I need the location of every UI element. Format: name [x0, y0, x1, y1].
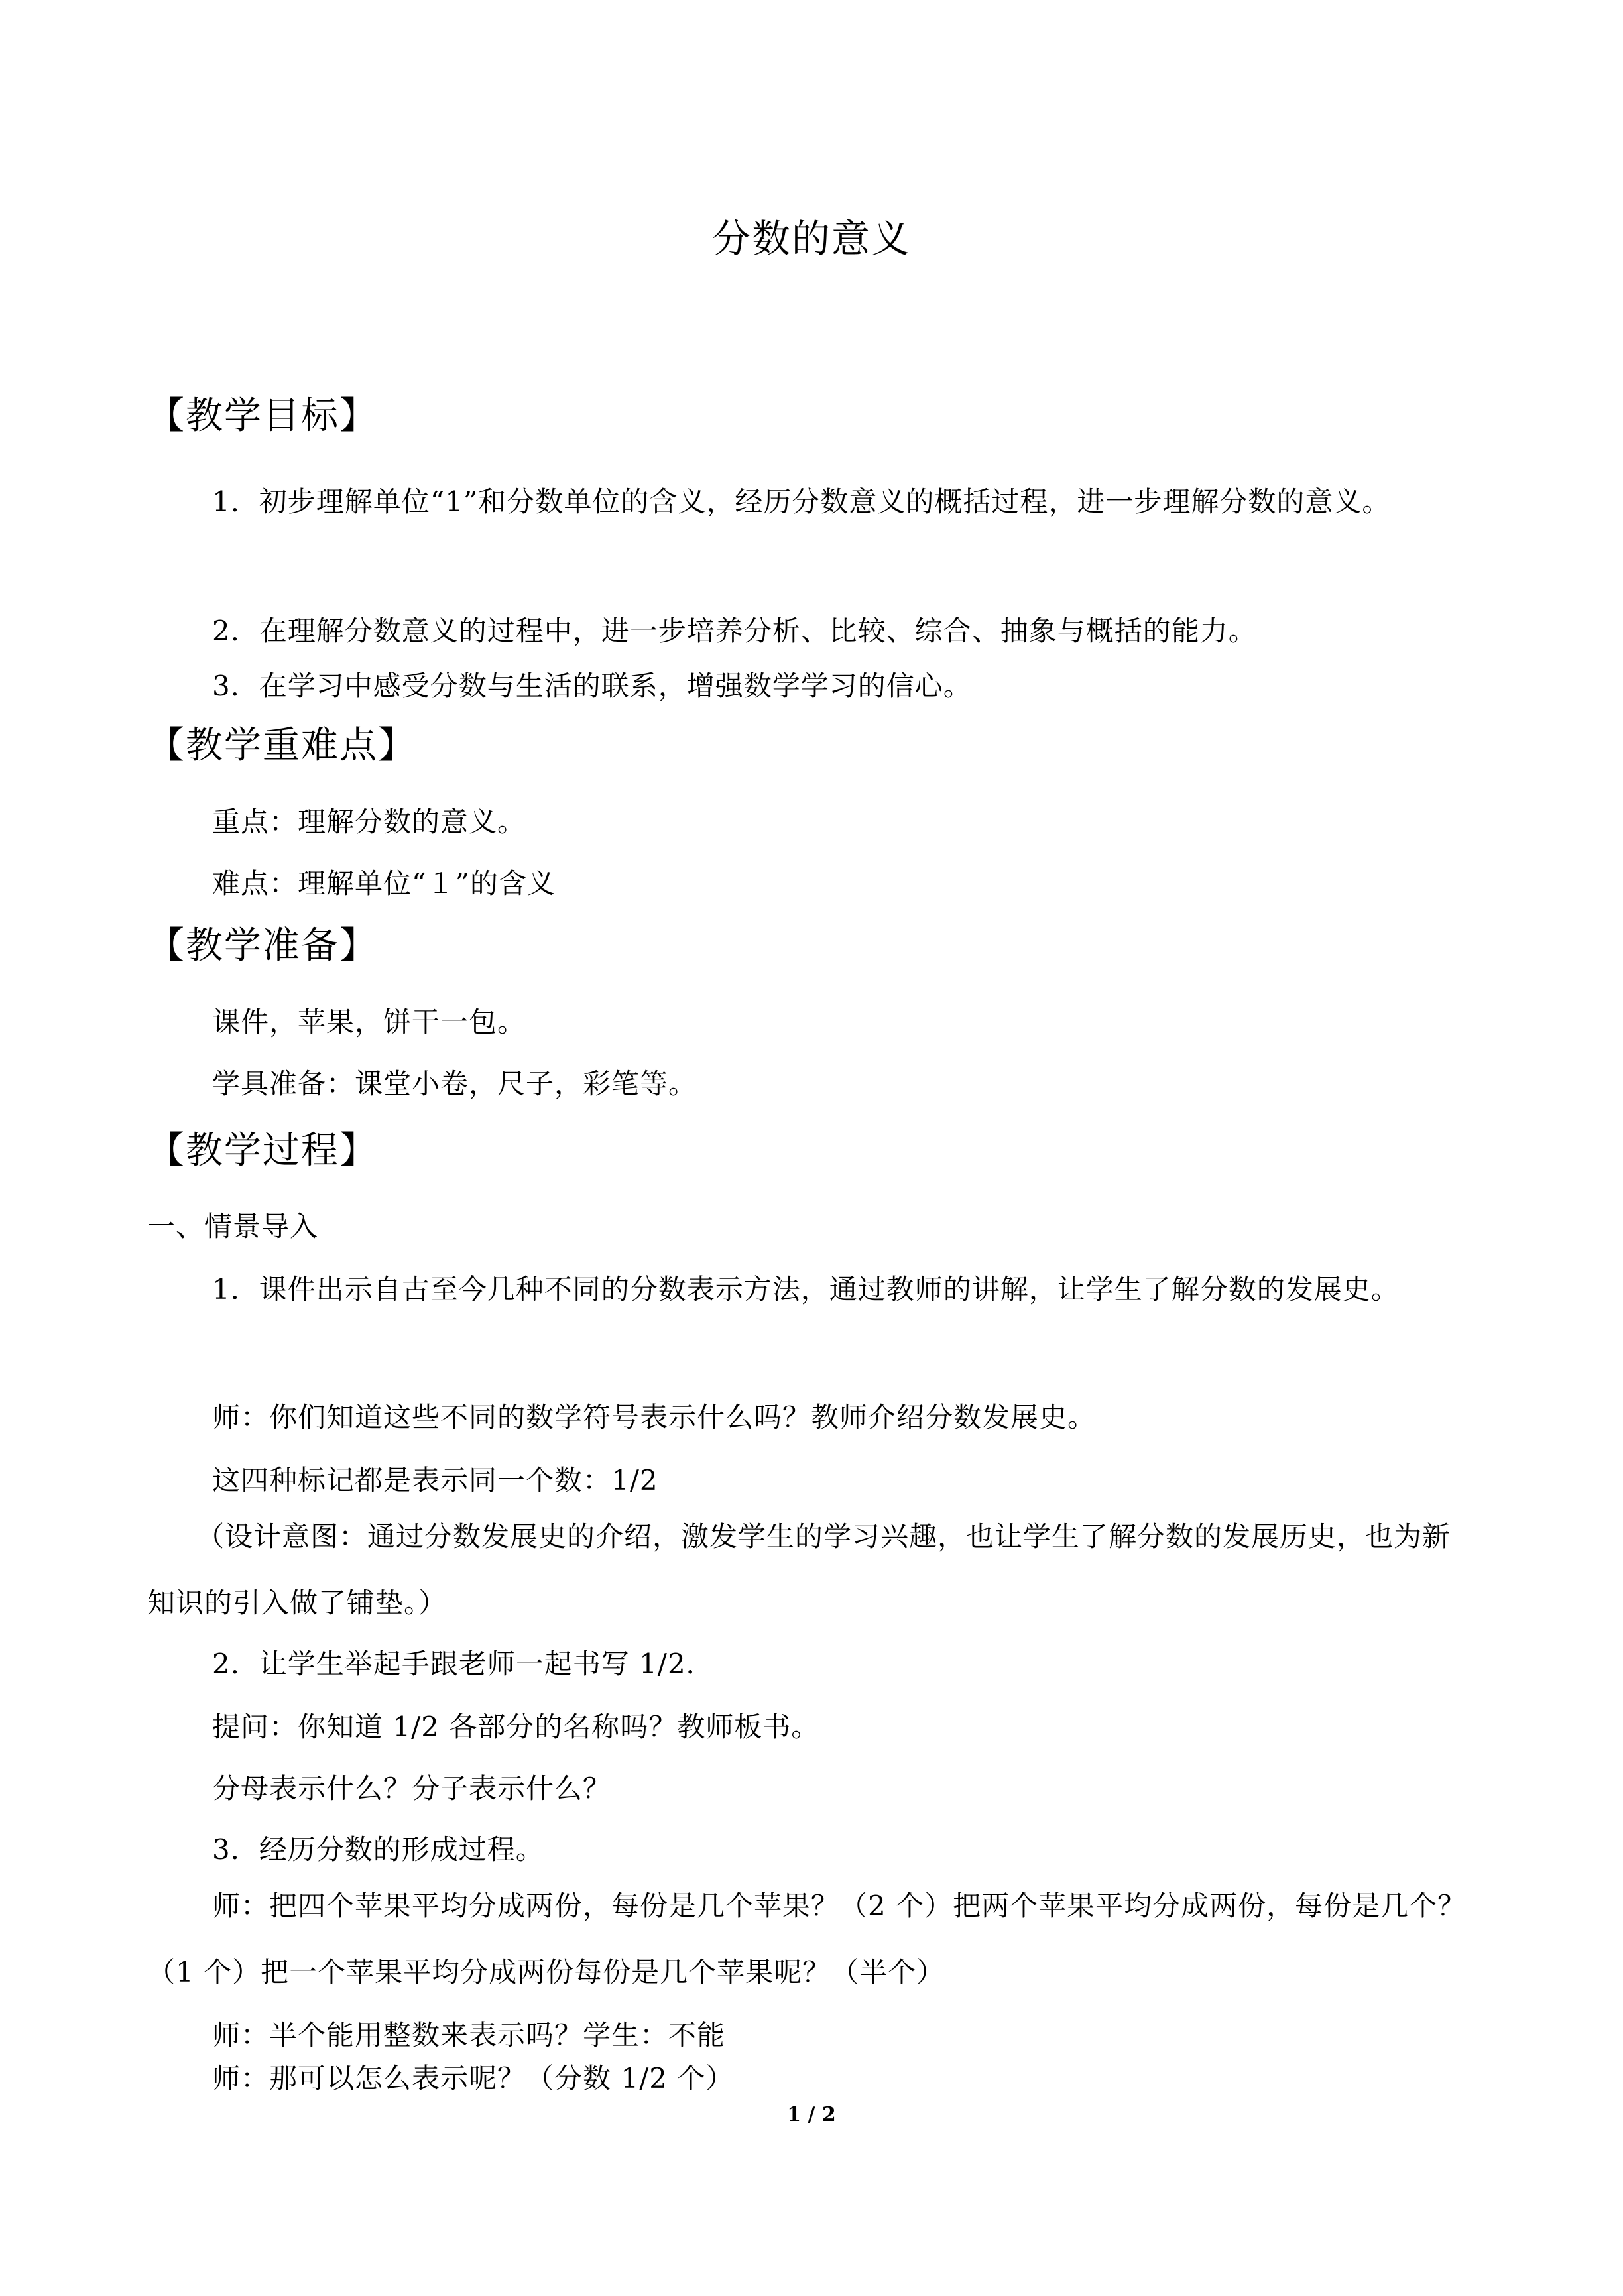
key-point-difficulty: 难点：理解单位“１”的含义	[212, 867, 556, 900]
objective-item-1: 1．初步理解单位“1”和分数单位的含义，经历分数意义的概括过程，进一步理解分数的意义。	[212, 485, 1391, 518]
process-item-3: 这四种标记都是表示同一个数：1/2	[212, 1464, 658, 1496]
heading-process: 【教学过程】	[147, 1129, 378, 1172]
preparation-item-1: 课件，苹果，饼干一包。	[212, 1006, 526, 1038]
process-subheading: 一、情景导入	[147, 1210, 319, 1242]
document-title: 分数的意义	[711, 216, 911, 261]
process-item-10: 师：半个能用整数来表示吗？学生：不能	[212, 2019, 726, 2051]
process-item-7: 分母表示什么？分子表示什么？	[212, 1772, 612, 1805]
process-item-5: 2．让学生举起手跟老师一起书写 1/2．	[212, 1648, 715, 1680]
process-item-6: 提问：你知道 1/2 各部分的名称吗？教师板书。	[212, 1711, 820, 1743]
preparation-item-2: 学具准备：课堂小卷，尺子，彩笔等。	[212, 1067, 697, 1100]
page-number: 1 / 2	[787, 2103, 836, 2126]
process-item-11: 师：那可以怎么表示呢？（分数 1/2 个）	[212, 2062, 735, 2094]
heading-objectives: 【教学目标】	[147, 394, 378, 438]
process-item-9: 师：把四个苹果平均分成两份，每份是几个苹果？（2 个）把两个苹果平均分成两份，每份是几个？（1 个）把一个苹果平均分成两份每份是几个苹果呢？（半个）	[147, 1890, 1467, 1988]
objective-item-3: 3．在学习中感受分数与生活的联系，增强数学学习的信心。	[212, 670, 972, 702]
process-item-1: 1．课件出示自古至今几种不同的分数表示方法，通过教师的讲解，让学生了解分数的发展史。	[212, 1273, 1400, 1305]
process-item-8: 3．经历分数的形成过程。	[212, 1833, 544, 1866]
objective-item-2: 2．在理解分数意义的过程中，进一步培养分析、比较、综合、抽象与概括的能力。	[212, 615, 1257, 647]
key-point-focus: 重点：理解分数的意义。	[212, 806, 526, 838]
process-item-4: （设计意图：通过分数发展史的介绍，激发学生的学习兴趣，也让学生了解分数的发展历史，也为新知识的引入做了铺垫。）	[147, 1520, 1451, 1619]
heading-key-points: 【教学重难点】	[147, 724, 416, 767]
process-item-2: 师：你们知道这些不同的数学符号表示什么吗？教师介绍分数发展史。	[212, 1401, 1097, 1433]
heading-preparation: 【教学准备】	[147, 924, 378, 967]
